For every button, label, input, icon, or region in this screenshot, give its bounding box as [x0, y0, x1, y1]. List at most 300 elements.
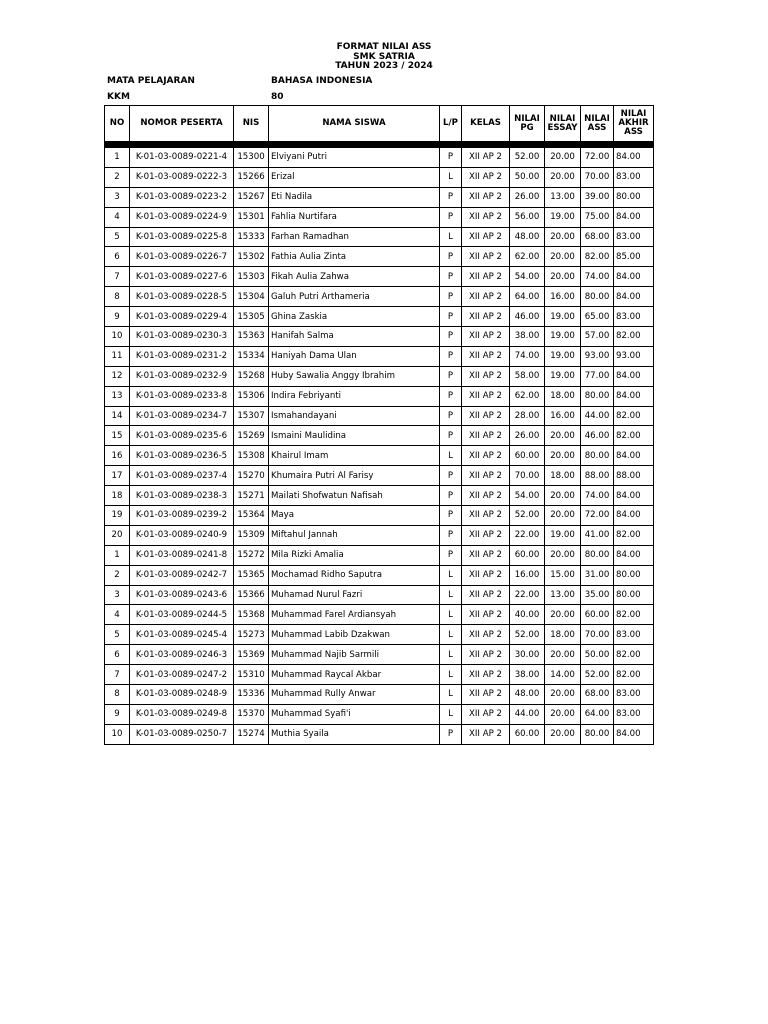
cell-nilai-ass: 74.00: [581, 486, 614, 506]
cell-nomor-peserta: K-01-03-0089-0232-9: [130, 366, 234, 386]
table-row: [105, 247, 654, 267]
cell-kelas: XII AP 2: [462, 704, 510, 724]
cell-nama: Farhan Ramadhan: [269, 227, 440, 247]
col-nilai-akhir-header: [614, 106, 654, 142]
cell-kelas: XII AP 2: [462, 247, 510, 267]
cell-nilai-akhir: 84.00: [614, 545, 654, 565]
cell-lp: P: [440, 207, 462, 227]
cell-nomor-peserta: K-01-03-0089-0242-7: [130, 565, 234, 585]
cell-nomor-peserta: K-01-03-0089-0237-4: [130, 466, 234, 486]
cell-nis: 15306: [234, 386, 269, 406]
cell-kelas: XII AP 2: [462, 645, 510, 665]
cell-nilai-essay: 20.00: [545, 167, 581, 187]
cell-nama: Eti Nadila: [269, 187, 440, 207]
cell-nilai-ass: 31.00: [581, 565, 614, 585]
cell-nilai-akhir: 82.00: [614, 426, 654, 446]
table-row: [105, 267, 654, 287]
cell-kelas: XII AP 2: [462, 187, 510, 207]
table-row: [105, 167, 654, 187]
col-nilai-pg-line1: NILAI: [514, 113, 540, 124]
cell-nilai-essay: 15.00: [545, 565, 581, 585]
subject-label: MATA PELAJARAN: [107, 76, 195, 86]
cell-lp: L: [440, 227, 462, 247]
cell-kelas: XII AP 2: [462, 386, 510, 406]
cell-kelas: XII AP 2: [462, 227, 510, 247]
cell-kelas: XII AP 2: [462, 585, 510, 605]
cell-nomor-peserta: K-01-03-0089-0229-4: [130, 307, 234, 327]
cell-no: 10: [105, 724, 130, 744]
cell-no: 7: [105, 267, 130, 287]
cell-kelas: XII AP 2: [462, 506, 510, 526]
cell-nilai-ass: 68.00: [581, 227, 614, 247]
cell-nilai-ass: 41.00: [581, 525, 614, 545]
cell-nis: 15369: [234, 645, 269, 665]
cell-nilai-ass: 74.00: [581, 267, 614, 287]
cell-nilai-ass: 88.00: [581, 466, 614, 486]
cell-nilai-pg: 44.00: [510, 704, 545, 724]
cell-nama: Khumaira Putri Al Farisy: [269, 466, 440, 486]
cell-nilai-pg: 64.00: [510, 287, 545, 307]
cell-nilai-essay: 19.00: [545, 366, 581, 386]
cell-nilai-ass: 70.00: [581, 625, 614, 645]
cell-nilai-pg: 52.00: [510, 625, 545, 645]
table-header-row: [105, 106, 654, 142]
cell-kelas: XII AP 2: [462, 327, 510, 347]
cell-nis: 15304: [234, 287, 269, 307]
cell-no: 5: [105, 625, 130, 645]
col-nilai-ass-line1: NILAI: [584, 113, 610, 124]
cell-no: 13: [105, 386, 130, 406]
cell-nilai-ass: 70.00: [581, 167, 614, 187]
cell-nilai-pg: 52.00: [510, 148, 545, 168]
cell-kelas: XII AP 2: [462, 287, 510, 307]
cell-nilai-pg: 26.00: [510, 426, 545, 446]
table-row: [105, 565, 654, 585]
cell-nilai-akhir: 82.00: [614, 406, 654, 426]
cell-nis: 15270: [234, 466, 269, 486]
cell-kelas: XII AP 2: [462, 605, 510, 625]
cell-nilai-akhir: 80.00: [614, 585, 654, 605]
cell-nomor-peserta: K-01-03-0089-0238-3: [130, 486, 234, 506]
cell-no: 12: [105, 366, 130, 386]
cell-nilai-ass: 80.00: [581, 446, 614, 466]
table-row: [105, 327, 654, 347]
kkm-value: 80: [271, 92, 284, 102]
cell-nama: Fathia Aulia Zinta: [269, 247, 440, 267]
cell-nis: 15272: [234, 545, 269, 565]
cell-lp: P: [440, 307, 462, 327]
table-row: [105, 227, 654, 247]
cell-nilai-ass: 46.00: [581, 426, 614, 446]
cell-kelas: XII AP 2: [462, 625, 510, 645]
col-nama-header: NAMA SISWA: [269, 106, 440, 142]
cell-nilai-akhir: 83.00: [614, 167, 654, 187]
cell-no: 6: [105, 247, 130, 267]
cell-nilai-pg: 22.00: [510, 585, 545, 605]
cell-kelas: XII AP 2: [462, 466, 510, 486]
col-nilai-essay-header: [545, 106, 581, 142]
cell-nilai-essay: 19.00: [545, 327, 581, 347]
cell-nama: Muhammad Najib Sarmili: [269, 645, 440, 665]
table-row: [105, 605, 654, 625]
cell-nomor-peserta: K-01-03-0089-0233-8: [130, 386, 234, 406]
cell-lp: L: [440, 704, 462, 724]
cell-nis: 15300: [234, 148, 269, 168]
cell-nilai-akhir: 84.00: [614, 506, 654, 526]
cell-nilai-akhir: 84.00: [614, 267, 654, 287]
cell-nis: 15334: [234, 346, 269, 366]
cell-kelas: XII AP 2: [462, 486, 510, 506]
cell-nilai-essay: 20.00: [545, 704, 581, 724]
cell-nilai-pg: 54.00: [510, 267, 545, 287]
col-nis-header: NIS: [234, 106, 269, 142]
cell-nilai-essay: 13.00: [545, 187, 581, 207]
cell-nis: 15307: [234, 406, 269, 426]
cell-nis: 15269: [234, 426, 269, 446]
cell-lp: P: [440, 386, 462, 406]
cell-nilai-pg: 46.00: [510, 307, 545, 327]
cell-nama: Mochamad Ridho Saputra: [269, 565, 440, 585]
cell-kelas: XII AP 2: [462, 346, 510, 366]
cell-nilai-pg: 52.00: [510, 506, 545, 526]
table-row: [105, 346, 654, 366]
cell-nomor-peserta: K-01-03-0089-0227-6: [130, 267, 234, 287]
cell-nilai-ass: 72.00: [581, 148, 614, 168]
cell-lp: P: [440, 545, 462, 565]
cell-kelas: XII AP 2: [462, 148, 510, 168]
cell-nilai-essay: 20.00: [545, 247, 581, 267]
cell-nis: 15303: [234, 267, 269, 287]
cell-nilai-pg: 60.00: [510, 545, 545, 565]
col-nilai-akhir-line2: AKHIR: [618, 118, 649, 128]
cell-nama: Erizal: [269, 167, 440, 187]
cell-nomor-peserta: K-01-03-0089-0235-6: [130, 426, 234, 446]
cell-nilai-essay: 20.00: [545, 605, 581, 625]
header-school: SMK SATRIA: [353, 51, 415, 62]
cell-nilai-pg: 48.00: [510, 227, 545, 247]
grades-table: [104, 105, 654, 745]
cell-nilai-akhir: 83.00: [614, 704, 654, 724]
cell-no: 1: [105, 545, 130, 565]
cell-nilai-pg: 22.00: [510, 525, 545, 545]
cell-lp: P: [440, 525, 462, 545]
table-row: [105, 207, 654, 227]
cell-nama: Ghina Zaskia: [269, 307, 440, 327]
cell-nis: 15271: [234, 486, 269, 506]
cell-lp: P: [440, 506, 462, 526]
cell-nilai-essay: 20.00: [545, 685, 581, 705]
cell-no: 14: [105, 406, 130, 426]
cell-no: 7: [105, 665, 130, 685]
cell-nilai-pg: 30.00: [510, 645, 545, 665]
cell-nomor-peserta: K-01-03-0089-0244-5: [130, 605, 234, 625]
cell-no: 3: [105, 585, 130, 605]
cell-nis: 15273: [234, 625, 269, 645]
cell-nilai-akhir: 93.00: [614, 346, 654, 366]
cell-lp: L: [440, 585, 462, 605]
cell-nis: 15336: [234, 685, 269, 705]
col-nilai-pg-header: [510, 106, 545, 142]
table-row: [105, 685, 654, 705]
cell-lp: P: [440, 267, 462, 287]
cell-nilai-pg: 48.00: [510, 685, 545, 705]
cell-nilai-essay: 19.00: [545, 346, 581, 366]
col-nilai-akhir-line1: NILAI: [620, 109, 647, 119]
cell-no: 15: [105, 426, 130, 446]
cell-nilai-pg: 50.00: [510, 167, 545, 187]
cell-nilai-akhir: 83.00: [614, 685, 654, 705]
cell-kelas: XII AP 2: [462, 167, 510, 187]
cell-nomor-peserta: K-01-03-0089-0247-2: [130, 665, 234, 685]
cell-nilai-pg: 38.00: [510, 327, 545, 347]
cell-nilai-pg: 28.00: [510, 406, 545, 426]
cell-no: 1: [105, 148, 130, 168]
cell-kelas: XII AP 2: [462, 426, 510, 446]
cell-nama: Fikah Aulia Zahwa: [269, 267, 440, 287]
cell-nilai-pg: 60.00: [510, 724, 545, 744]
cell-nilai-essay: 14.00: [545, 665, 581, 685]
table-row: [105, 525, 654, 545]
cell-nilai-essay: 20.00: [545, 645, 581, 665]
cell-nama: Mailati Shofwatun Nafisah: [269, 486, 440, 506]
cell-nilai-akhir: 80.00: [614, 187, 654, 207]
table-row: [105, 545, 654, 565]
cell-nilai-akhir: 83.00: [614, 227, 654, 247]
col-nomor-peserta-header: NOMOR PESERTA: [130, 106, 234, 142]
cell-no: 2: [105, 565, 130, 585]
cell-nilai-pg: 16.00: [510, 565, 545, 585]
cell-nama: Hanifah Salma: [269, 327, 440, 347]
cell-nomor-peserta: K-01-03-0089-0225-8: [130, 227, 234, 247]
cell-nilai-akhir: 80.00: [614, 565, 654, 585]
cell-nilai-ass: 35.00: [581, 585, 614, 605]
cell-nilai-ass: 80.00: [581, 545, 614, 565]
cell-lp: L: [440, 605, 462, 625]
cell-lp: P: [440, 724, 462, 744]
cell-nilai-akhir: 82.00: [614, 665, 654, 685]
cell-lp: L: [440, 446, 462, 466]
cell-kelas: XII AP 2: [462, 446, 510, 466]
cell-lp: P: [440, 247, 462, 267]
cell-nama: Ismaini Maulidina: [269, 426, 440, 446]
cell-nomor-peserta: K-01-03-0089-0222-3: [130, 167, 234, 187]
col-nilai-akhir-line3: ASS: [624, 127, 643, 137]
cell-nilai-essay: 18.00: [545, 386, 581, 406]
cell-kelas: XII AP 2: [462, 207, 510, 227]
cell-nilai-akhir: 84.00: [614, 486, 654, 506]
cell-nilai-ass: 39.00: [581, 187, 614, 207]
cell-kelas: XII AP 2: [462, 267, 510, 287]
cell-nomor-peserta: K-01-03-0089-0236-5: [130, 446, 234, 466]
cell-nilai-pg: 56.00: [510, 207, 545, 227]
cell-nilai-essay: 19.00: [545, 307, 581, 327]
cell-no: 9: [105, 704, 130, 724]
cell-nilai-essay: 20.00: [545, 227, 581, 247]
cell-nilai-akhir: 82.00: [614, 327, 654, 347]
cell-nilai-essay: 19.00: [545, 207, 581, 227]
cell-nilai-ass: 57.00: [581, 327, 614, 347]
cell-nilai-akhir: 82.00: [614, 605, 654, 625]
table-row: [105, 704, 654, 724]
cell-nis: 15364: [234, 506, 269, 526]
cell-no: 9: [105, 307, 130, 327]
cell-nilai-pg: 58.00: [510, 366, 545, 386]
table-row: [105, 446, 654, 466]
cell-nilai-essay: 20.00: [545, 724, 581, 744]
cell-nilai-pg: 60.00: [510, 446, 545, 466]
cell-nis: 15268: [234, 366, 269, 386]
table-row: [105, 585, 654, 605]
col-lp-header: L/P: [440, 106, 462, 142]
cell-nis: 15308: [234, 446, 269, 466]
cell-lp: P: [440, 148, 462, 168]
cell-nomor-peserta: K-01-03-0089-0230-3: [130, 327, 234, 347]
cell-nilai-essay: 18.00: [545, 625, 581, 645]
cell-nama: Fahlia Nurtifara: [269, 207, 440, 227]
cell-nilai-essay: 20.00: [545, 446, 581, 466]
cell-nilai-essay: 16.00: [545, 287, 581, 307]
cell-kelas: XII AP 2: [462, 525, 510, 545]
cell-nilai-pg: 74.00: [510, 346, 545, 366]
table-row: [105, 148, 654, 168]
cell-nilai-ass: 64.00: [581, 704, 614, 724]
col-nilai-essay-line1: NILAI: [549, 113, 576, 124]
cell-kelas: XII AP 2: [462, 307, 510, 327]
cell-nilai-ass: 77.00: [581, 366, 614, 386]
cell-nilai-pg: 54.00: [510, 486, 545, 506]
cell-no: 18: [105, 486, 130, 506]
cell-nilai-akhir: 84.00: [614, 366, 654, 386]
cell-nilai-akhir: 84.00: [614, 207, 654, 227]
cell-lp: P: [440, 366, 462, 386]
cell-nis: 15310: [234, 665, 269, 685]
cell-nomor-peserta: K-01-03-0089-0249-8: [130, 704, 234, 724]
cell-nama: Muthia Syaila: [269, 724, 440, 744]
cell-nomor-peserta: K-01-03-0089-0226-7: [130, 247, 234, 267]
cell-nomor-peserta: K-01-03-0089-0224-9: [130, 207, 234, 227]
cell-nilai-essay: 20.00: [545, 486, 581, 506]
cell-nilai-akhir: 83.00: [614, 307, 654, 327]
cell-nilai-essay: 16.00: [545, 406, 581, 426]
table-row: [105, 386, 654, 406]
cell-no: 6: [105, 645, 130, 665]
cell-nis: 15368: [234, 605, 269, 625]
cell-nilai-pg: 70.00: [510, 466, 545, 486]
cell-nilai-ass: 50.00: [581, 645, 614, 665]
cell-lp: L: [440, 665, 462, 685]
cell-nis: 15266: [234, 167, 269, 187]
cell-nomor-peserta: K-01-03-0089-0240-9: [130, 525, 234, 545]
cell-nis: 15333: [234, 227, 269, 247]
cell-nama: Muhammad Raycal Akbar: [269, 665, 440, 685]
cell-kelas: XII AP 2: [462, 665, 510, 685]
cell-nilai-ass: 72.00: [581, 506, 614, 526]
col-kelas-header: KELAS: [462, 106, 510, 142]
cell-nomor-peserta: K-01-03-0089-0241-8: [130, 545, 234, 565]
cell-no: 3: [105, 187, 130, 207]
col-nilai-essay-line2: ESSAY: [547, 122, 578, 133]
cell-nomor-peserta: K-01-03-0089-0250-7: [130, 724, 234, 744]
cell-nama: Indira Febriyanti: [269, 386, 440, 406]
cell-nama: Elviyani Putri: [269, 148, 440, 168]
cell-nomor-peserta: K-01-03-0089-0246-3: [130, 645, 234, 665]
cell-nomor-peserta: K-01-03-0089-0231-2: [130, 346, 234, 366]
cell-nomor-peserta: K-01-03-0089-0248-9: [130, 685, 234, 705]
cell-nilai-akhir: 83.00: [614, 625, 654, 645]
cell-nilai-akhir: 84.00: [614, 148, 654, 168]
subject-value: BAHASA INDONESIA: [271, 76, 373, 86]
cell-nilai-pg: 40.00: [510, 605, 545, 625]
cell-nomor-peserta: K-01-03-0089-0228-5: [130, 287, 234, 307]
cell-no: 19: [105, 506, 130, 526]
table-row: [105, 645, 654, 665]
cell-nama: Muhammad Labib Dzakwan: [269, 625, 440, 645]
cell-nilai-essay: 20.00: [545, 148, 581, 168]
cell-kelas: XII AP 2: [462, 545, 510, 565]
cell-kelas: XII AP 2: [462, 724, 510, 744]
cell-nama: Galuh Putri Arthameria: [269, 287, 440, 307]
cell-nomor-peserta: K-01-03-0089-0239-2: [130, 506, 234, 526]
cell-nilai-pg: 62.00: [510, 247, 545, 267]
cell-kelas: XII AP 2: [462, 565, 510, 585]
cell-nilai-essay: 20.00: [545, 267, 581, 287]
cell-lp: P: [440, 327, 462, 347]
cell-nilai-ass: 65.00: [581, 307, 614, 327]
cell-no: 5: [105, 227, 130, 247]
cell-nis: 15363: [234, 327, 269, 347]
cell-lp: P: [440, 346, 462, 366]
cell-nilai-pg: 38.00: [510, 665, 545, 685]
cell-kelas: XII AP 2: [462, 366, 510, 386]
cell-lp: P: [440, 406, 462, 426]
cell-nama: Mila Rizki Amalia: [269, 545, 440, 565]
cell-nilai-ass: 75.00: [581, 207, 614, 227]
cell-nilai-pg: 26.00: [510, 187, 545, 207]
cell-nis: 15301: [234, 207, 269, 227]
cell-no: 20: [105, 525, 130, 545]
cell-no: 11: [105, 346, 130, 366]
cell-lp: P: [440, 466, 462, 486]
cell-lp: L: [440, 565, 462, 585]
cell-nama: Khairul Imam: [269, 446, 440, 466]
cell-no: 4: [105, 605, 130, 625]
cell-lp: L: [440, 645, 462, 665]
cell-nilai-akhir: 84.00: [614, 386, 654, 406]
cell-no: 2: [105, 167, 130, 187]
cell-nama: Muhammad Syafi'i: [269, 704, 440, 724]
cell-no: 16: [105, 446, 130, 466]
cell-nilai-akhir: 84.00: [614, 446, 654, 466]
cell-nama: Maya: [269, 506, 440, 526]
table-row: [105, 466, 654, 486]
cell-no: 8: [105, 287, 130, 307]
cell-nama: Haniyah Dama Ulan: [269, 346, 440, 366]
table-row: [105, 506, 654, 526]
cell-nis: 15267: [234, 187, 269, 207]
cell-nama: Huby Sawalia Anggy Ibrahim: [269, 366, 440, 386]
cell-nis: 15309: [234, 525, 269, 545]
document-header: [0, 43, 768, 72]
cell-nilai-ass: 68.00: [581, 685, 614, 705]
table-row: [105, 426, 654, 446]
cell-lp: P: [440, 426, 462, 446]
cell-nomor-peserta: K-01-03-0089-0221-4: [130, 148, 234, 168]
cell-nilai-akhir: 88.00: [614, 466, 654, 486]
cell-kelas: XII AP 2: [462, 406, 510, 426]
cell-nama: Muhammad Farel Ardiansyah: [269, 605, 440, 625]
cell-nomor-peserta: K-01-03-0089-0243-6: [130, 585, 234, 605]
cell-nomor-peserta: K-01-03-0089-0245-4: [130, 625, 234, 645]
